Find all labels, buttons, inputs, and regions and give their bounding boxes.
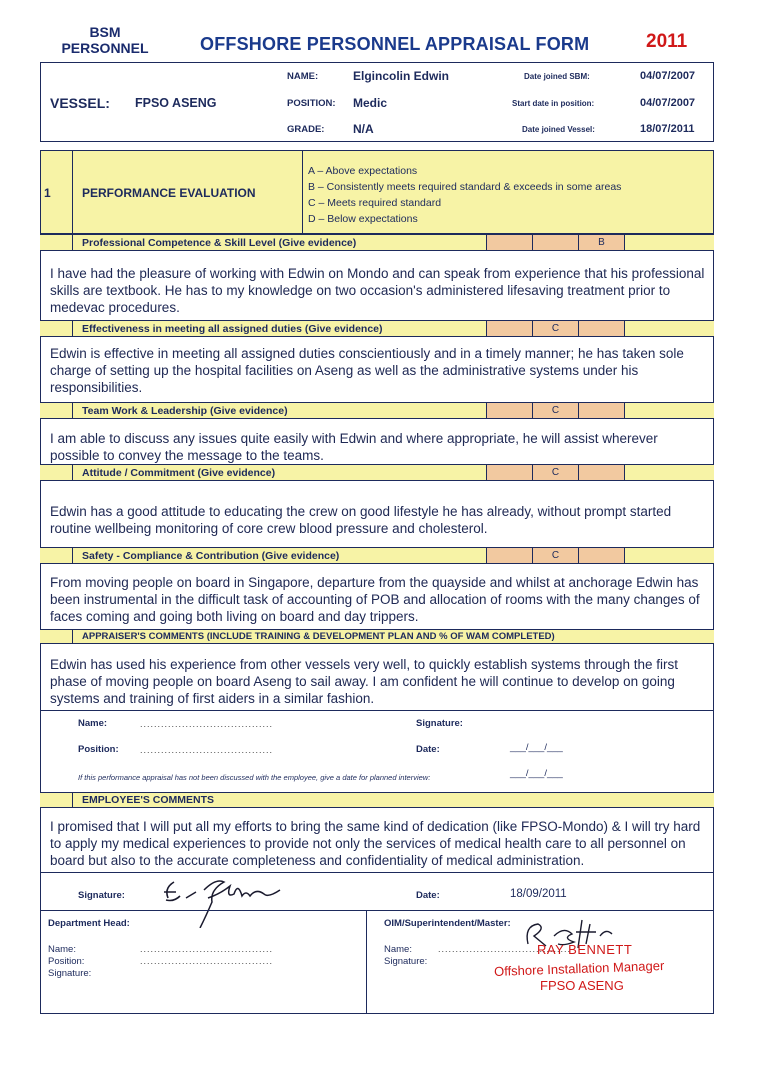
grade-value: C xyxy=(532,465,578,481)
appraiser-date-field[interactable]: ___/___/___ xyxy=(510,742,563,753)
appraiser-position-label: Position: xyxy=(78,744,119,755)
section-evidence: Edwin is effective in meeting all assigned duties conscientiously and in a timely manner; he has taken sole charge of setting up the hospital facilities on Aseng as well as the administrative systems under his responsibilities. xyxy=(50,346,684,395)
performance-number: 1 xyxy=(44,186,51,200)
grade-label: GRADE: xyxy=(287,124,325,135)
section-evidence: From moving people on board in Singapore, departure from the quayside and whilst at anchorage Edwin has been instrumental in the difficult task of accounting of POB and allocation of rooms with the many changes of faces coming and going both living on board and day trippers. xyxy=(50,575,700,624)
legend-b: B – Consistently meets required standard & exceeds in some areas xyxy=(308,181,622,193)
grade-value: N/A xyxy=(353,122,374,136)
dept-position-field[interactable]: ...................................... xyxy=(140,956,274,966)
date-joined-vessel-value: 18/07/2011 xyxy=(640,123,695,135)
grade-legend xyxy=(308,163,621,227)
date-joined-sbm-label: Date joined SBM: xyxy=(524,72,590,81)
department-head-title: Department Head: xyxy=(48,918,130,929)
vessel-value: FPSO ASENG xyxy=(135,96,217,110)
oim-signature-label: Signature: xyxy=(384,956,428,967)
name-label: NAME: xyxy=(287,71,319,82)
dept-name-label: Name: xyxy=(48,944,76,955)
stamp-role: Offshore Installation Manager xyxy=(493,958,665,979)
section-evidence: I have had the pleasure of working with Edwin on Mondo and can speak from experience that his professional skills are textbook. He has to my knowledge on two occasion's administered lifesaving treatment prior to medevac procedures. xyxy=(50,266,705,315)
position-label: POSITION: xyxy=(287,98,336,109)
legend-a: A – Above expectations xyxy=(308,165,418,177)
grade-value: B xyxy=(578,235,624,251)
appraiser-comments: Edwin has used his experience from other vessels very well, to quickly establish systems through the first phase of moving people on board Aseng to sail away. I am confident he will continue to develop on going systems and training of first aiders in a similar fashion. xyxy=(50,657,679,706)
employee-header xyxy=(40,792,714,807)
name-value: Elgincolin Edwin xyxy=(353,69,449,83)
employee-signature xyxy=(160,868,300,928)
oim-name-label: Name: xyxy=(384,944,412,955)
dept-position-label: Position: xyxy=(48,956,85,967)
appraiser-date-label: Date: xyxy=(416,744,440,755)
org-name xyxy=(50,24,160,56)
employee-title: EMPLOYEE'S COMMENTS xyxy=(82,794,215,806)
vessel-label: VESSEL: xyxy=(50,95,110,111)
oim-name-field[interactable]: ...................................... xyxy=(438,944,572,954)
appraiser-name-field[interactable]: ...................................... xyxy=(140,719,274,729)
appraiser-name-label: Name: xyxy=(78,718,108,729)
section-header xyxy=(40,547,714,563)
appraiser-title: APPRAISER'S COMMENTS (INCLUDE TRAINING & DEVELOPMENT PLAN AND % OF WAM COMPLETED) xyxy=(82,631,555,642)
appraiser-header xyxy=(40,629,714,643)
section-evidence: Edwin has a good attitude to educating the crew on good lifestyle he has already, without prompt started routine wellbeing monitoring of core crew blood pressure and cholesterol. xyxy=(50,504,672,536)
interview-date-field[interactable]: ___/___/___ xyxy=(510,768,563,779)
stamp-vessel: FPSO ASENG xyxy=(540,978,624,993)
employee-date-label: Date: xyxy=(416,890,440,901)
grade-value: C xyxy=(532,548,578,564)
appraiser-position-field[interactable]: ...................................... xyxy=(140,745,274,755)
stamp-name: RAY BENNETT xyxy=(537,942,633,957)
section-evidence: I am able to discuss any issues quite easily with Edwin and where appropriate, he will assist wherever possible to convey the message to the teams. xyxy=(50,431,658,463)
date-joined-vessel-label: Date joined Vessel: xyxy=(522,125,595,134)
start-date-label: Start date in position: xyxy=(512,99,595,108)
section-title: Professional Competence & Skill Level (Give evidence) xyxy=(82,237,357,249)
grade-value: C xyxy=(532,403,578,419)
section-header xyxy=(40,234,714,250)
position-value: Medic xyxy=(353,96,388,110)
section-title: Safety - Compliance & Contribution (Give evidence) xyxy=(82,550,340,562)
dept-name-field[interactable]: ...................................... xyxy=(140,944,274,954)
legend-d: D – Below expectations xyxy=(308,213,418,225)
form-title: OFFSHORE PERSONNEL APPRAISAL FORM xyxy=(200,34,590,54)
start-date-value: 04/07/2007 xyxy=(640,97,696,109)
performance-title: PERFORMANCE EVALUATION xyxy=(82,186,256,200)
grade-value: C xyxy=(532,321,578,337)
appraiser-signature-label: Signature: xyxy=(416,718,463,729)
dept-signature-label: Signature: xyxy=(48,968,92,979)
form-year: 2011 xyxy=(646,31,688,52)
org-line-2: PERSONNEL xyxy=(61,40,149,56)
section-title: Team Work & Leadership (Give evidence) xyxy=(82,405,288,417)
oim-title: OIM/Superintendent/Master: xyxy=(384,918,511,929)
employee-comments: I promised that I will put all my efforts to bring the same kind of dedication (like FPSO-Mondo) & I will try hard to apply my medical experiences to provide not only the services of medical health care to all personnel on board but also to the accurate completeness and confidentiality of medical administration. xyxy=(50,819,701,868)
employee-signature-label: Signature: xyxy=(78,890,125,901)
section-header xyxy=(40,320,714,336)
section-header xyxy=(40,402,714,418)
legend-c: C – Meets required standard xyxy=(308,197,442,209)
section-title: Effectiveness in meeting all assigned duties (Give evidence) xyxy=(82,323,383,335)
section-title: Attitude / Commitment (Give evidence) xyxy=(82,467,276,479)
org-line-1: BSM xyxy=(89,24,121,40)
section-header xyxy=(40,464,714,480)
date-joined-sbm-value: 04/07/2007 xyxy=(640,70,696,82)
employee-date-value: 18/09/2011 xyxy=(510,888,567,900)
interview-note: If this performance appraisal has not been discussed with the employee, give a date for planned interview: xyxy=(78,773,431,782)
